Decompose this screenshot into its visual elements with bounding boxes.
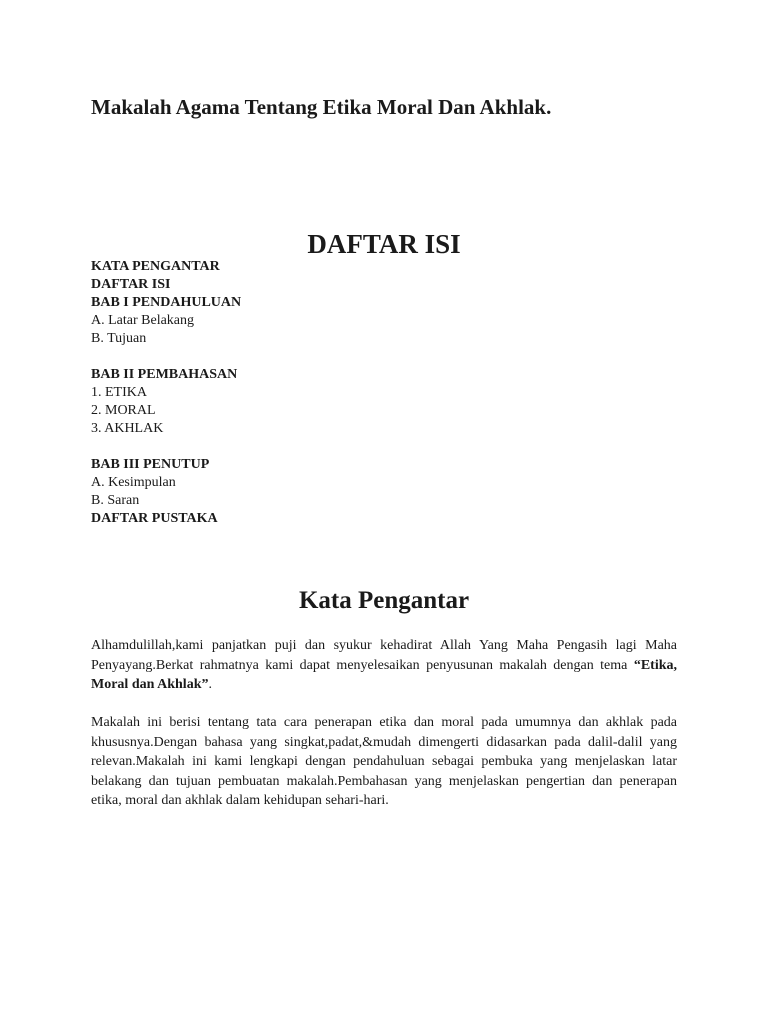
toc-item-akhlak: 3. AKHLAK (91, 421, 164, 436)
toc-item-moral: 2. MORAL (91, 403, 156, 418)
paragraph-end: . (208, 677, 212, 693)
toc-item-saran: B. Saran (91, 493, 140, 508)
kata-pengantar-paragraph-1 (91, 636, 677, 695)
paragraph-text: Alhamdulillah,kami panjatkan puji dan syukur kehadirat Allah Yang Maha Pengasih lagi Maha Penyayang.Berkat rahmatnya kami dapat menyelesaikan penyusunan makalah dengan tema (91, 638, 677, 673)
toc-item-bab-3: BAB III PENUTUP (91, 457, 210, 472)
theme-title: “Etika, Moral dan Akhlak” (91, 657, 677, 693)
toc-item-bab-1: BAB I PENDAHULUAN (91, 295, 242, 310)
toc-item-latar-belakang: A. Latar Belakang (91, 313, 195, 328)
toc-item-kata-pengantar: KATA PENGANTAR (91, 259, 220, 274)
toc-item-bab-2: BAB II PEMBAHASAN (91, 367, 238, 382)
kata-pengantar-heading: Kata Pengantar (298, 587, 470, 614)
toc-item-kesimpulan: A. Kesimpulan (91, 475, 176, 490)
toc-item-daftar-isi: DAFTAR ISI (91, 277, 171, 292)
toc-heading: DAFTAR ISI (307, 229, 461, 259)
toc-item-etika: 1. ETIKA (91, 385, 147, 400)
kata-pengantar-paragraph-2: Makalah ini berisi tentang tata cara penerapan etika dan moral pada umumnya dan akhlak pada khususnya.Dengan bahasa yang singkat,padat,&mudah dimengerti didasarkan pada dalil-dalil yang relevan.Makalah ini kami lengkapi dengan pendahuluan sebagai pembuka yang menjelaskan latar belakang dan tujuan pembuatan makalah.Pembahasan yang menjelaskan pengertian dan penerapan etika, moral dan akhlak dalam kehidupan sehari-hari. (91, 715, 677, 809)
document-title: Makalah Agama Tentang Etika Moral Dan Akhlak. (91, 95, 552, 119)
toc-item-tujuan: B. Tujuan (91, 331, 147, 346)
toc-item-daftar-pustaka: DAFTAR PUSTAKA (91, 511, 218, 526)
table-of-contents (91, 258, 241, 528)
